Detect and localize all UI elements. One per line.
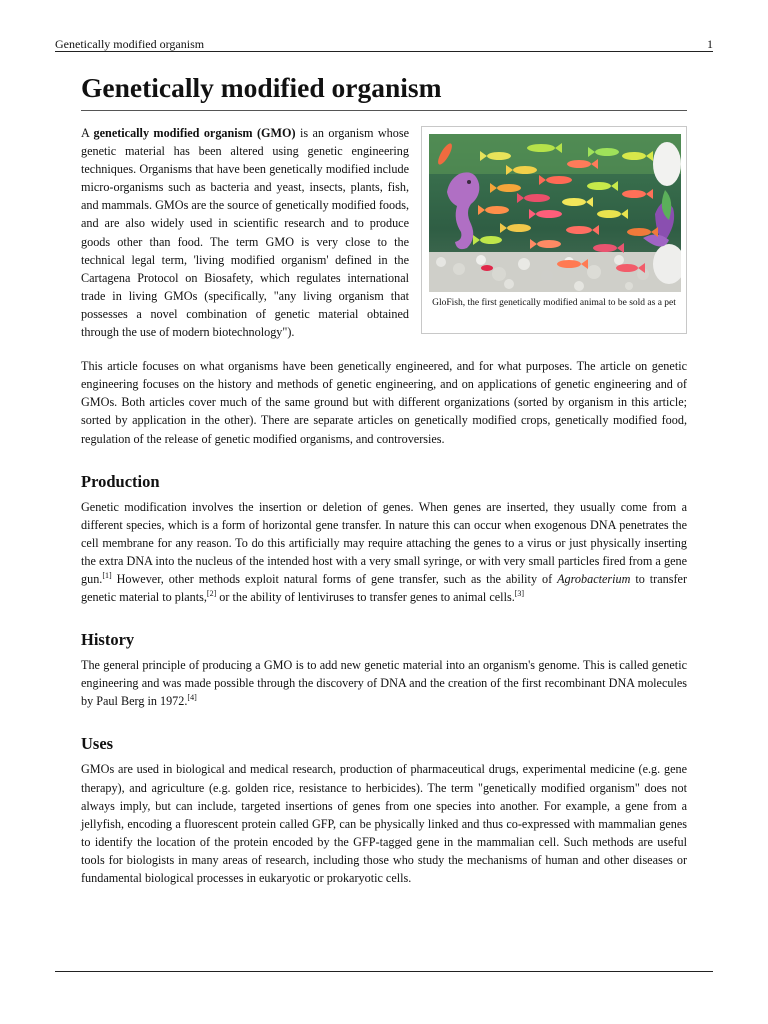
section-heading-history: History: [81, 630, 135, 650]
aquarium-glofish-photo-icon: [429, 134, 681, 292]
intro-bold-term: genetically modified organism (GMO): [93, 126, 296, 140]
intro-text: is an organism whose genetic material has been altered using genetic engineering techniques. Organisms that have been genetically modified include micro-organisms such as bacteria and yeast, insects, plants, fish, and mammals. GMOs are the source of genetically modified foods, and are also widely used in scientific research and to produce goods other than food. The term GMO is very close to the technical legal term, 'living modified organism' defined in the Cartagena Protocol on Biosafety, which regulates international trade in living GMOs (specifically, "any living organism that possesses a novel combination of genetic material obtained through the use of modern biotechnology").: [81, 126, 410, 340]
section-heading-production: Production: [81, 471, 160, 491]
history-text: The general principle of producing a GMO is to add new genetic material into an organism's genome. This is called genetic engineering and was made possible through the discovery of DNA and the creation of the first recombinant DNA molecules by Paul Berg in 1972.: [81, 658, 687, 709]
production-text-d: or the ability of lentiviruses to transfer genes to animal cells.: [216, 590, 515, 605]
production-text-b: However, other methods exploit natural forms of gene transfer, such as the ability of: [111, 571, 558, 586]
production-italic-term: Agrobacterium: [557, 571, 631, 586]
header-rule: [55, 51, 713, 52]
production-text-c: to transfer genetic material to plants,: [81, 571, 688, 605]
production-paragraph: [81, 498, 687, 607]
figure-caption: GloFish, the first genetically modified animal to be sold as a pet: [432, 298, 676, 308]
footer-rule: [55, 971, 713, 972]
article-title: Genetically modified organism: [81, 72, 442, 103]
citation-2[interactable]: [2]: [206, 589, 217, 599]
page-number: 1: [707, 37, 713, 51]
production-text-a: Genetic modification involves the insertion or deletion of genes. When genes are inserted, they usually come from a different species, which is a form of horizontal gene transfer. In nature this can occur when exogenous DNA penetrates the cell membrane for any reason. To do this artificially may require attaching the genes to a virus or just physically inserting the extra DNA into the nucleus of the intended host with a very small syringe, or with very small particles fired from a gene gun.: [81, 499, 687, 586]
citation-3[interactable]: [3]: [514, 589, 525, 599]
intro-lead-article: A: [81, 126, 90, 140]
citation-1[interactable]: [1]: [102, 570, 112, 580]
figure-box: [421, 126, 687, 334]
title-rule: [81, 110, 687, 111]
running-header-title: Genetically modified organism: [55, 37, 205, 51]
citation-4[interactable]: [4]: [187, 693, 197, 703]
article-body: [81, 124, 687, 887]
section-heading-uses: Uses: [81, 734, 114, 754]
uses-paragraph: GMOs are used in biological and medical research, production of pharmaceutical drugs, experimental medicine (e.g. gene therapy), and agriculture (e.g. golden rice, resistance to herbicides). The term "genetically modified organism" does not always imply, but can include, targeted insertions of genes from one species into another. For example, a gene from a jellyfish, encoding a fluorescent protein called GFP, can be physically linked and thus co-expressed with mammalian genes to identify the location of the protein encoded by the GFP-tagged gene in the mammalian cell. Such methods are useful tools for biologists in many areas of research, including those who study the mechanisms of human and other diseases or fundamental biological processes in eukaryotic or prokaryotic cells.: [81, 762, 687, 885]
history-paragraph: [81, 656, 687, 710]
scope-paragraph: This article focuses on what organisms have been genetically engineered, and for what purposes. The article on genetic engineering focuses on the history and methods of genetic engineering, and on applications of genetic engineering and of GMOs. Both articles cover much of the same ground but with different organizations (sorted by organism in this article; sorted by application in the other). There are separate articles on genetically modified crops, genetically modified food, regulation of the release of genetic modified organisms, and controversies.: [81, 359, 687, 446]
